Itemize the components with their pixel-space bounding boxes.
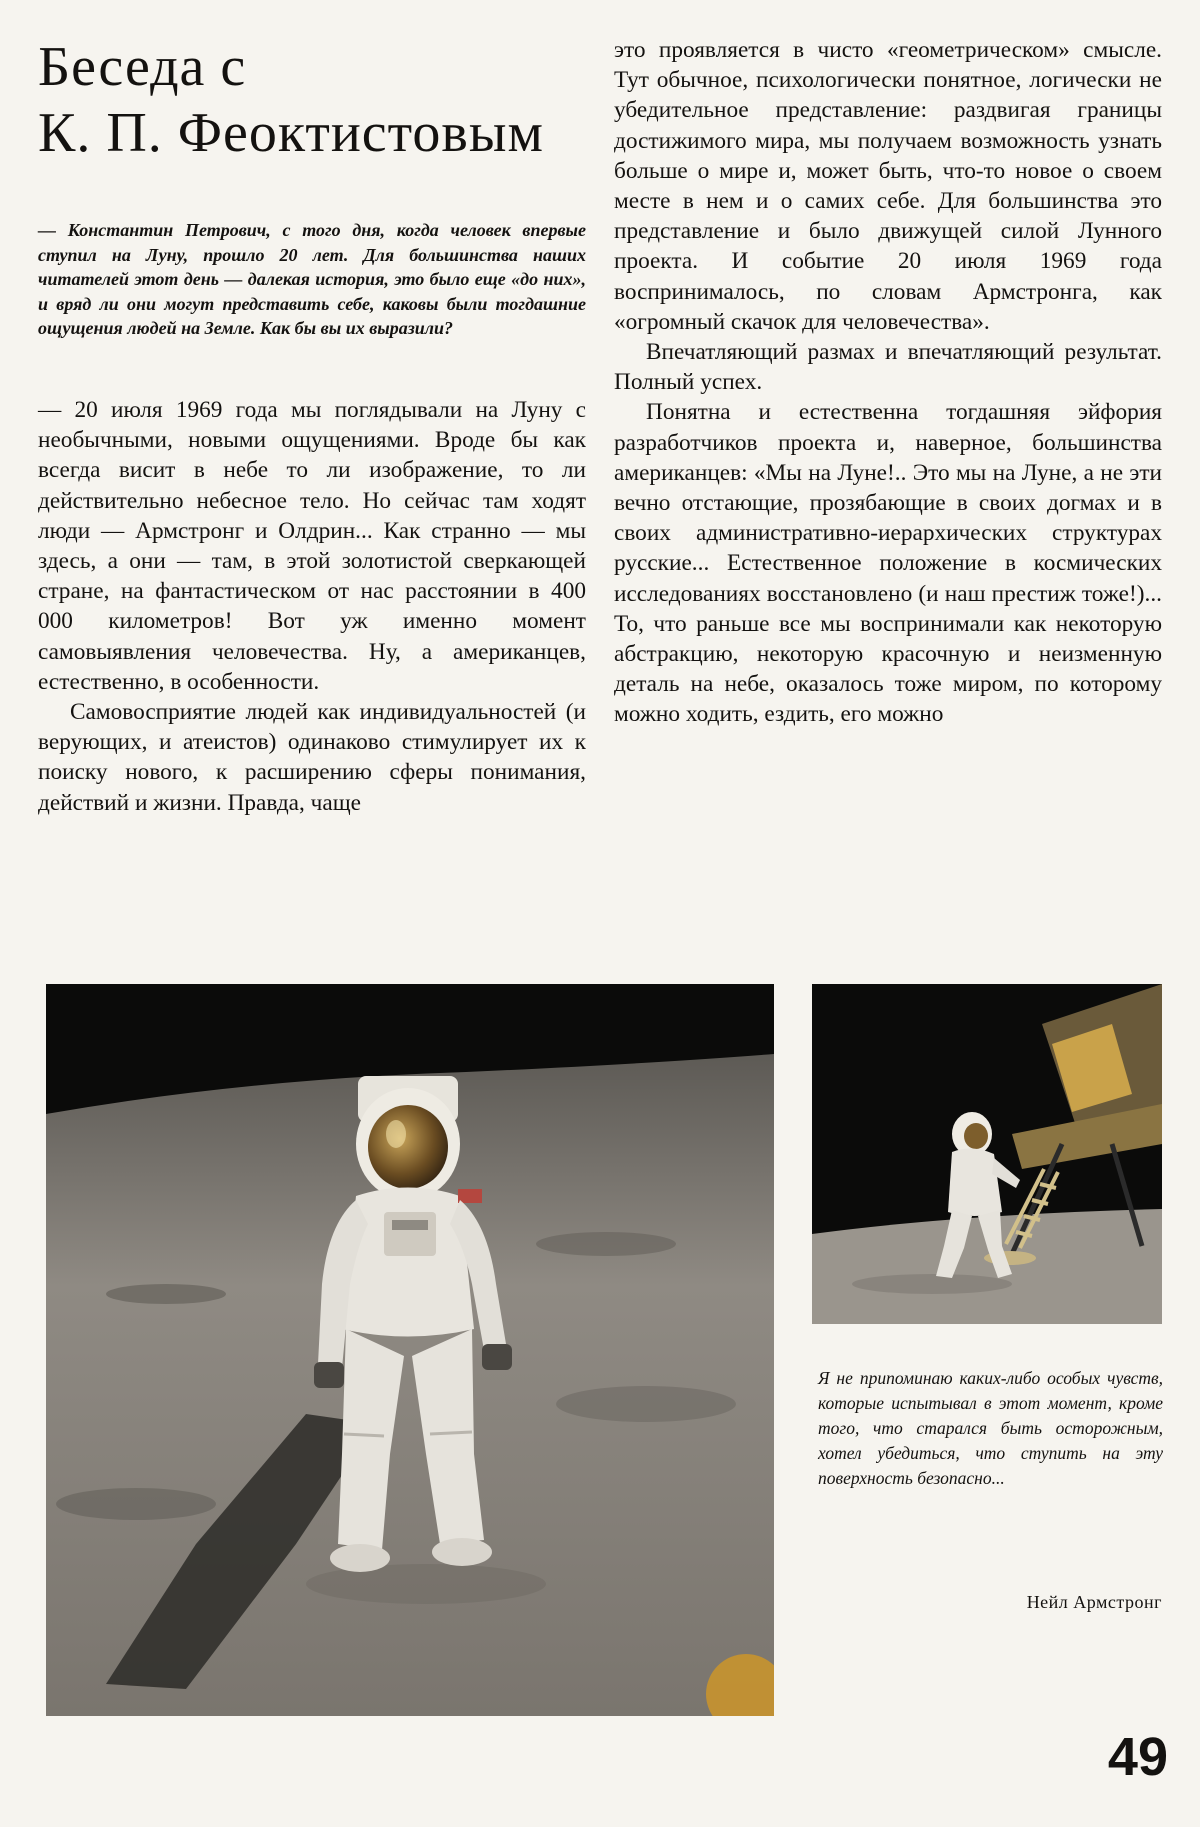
astronaut-moon-illustration bbox=[46, 984, 774, 1716]
right-text-column bbox=[614, 35, 1162, 730]
paragraph: это проявляется в чисто «геометрическом» смысле. Тут обычное, психологически понятное, логически не убедительное представление: раздвигая границы достижимого мира, мы получаем возможность узнать больше о мире и, может быть, что-то новое о своем месте в нем и о самих себе. Для большинства это представление и было движущей силой Лунного проекта. И событие 20 июля 1969 года воспринималось, по словам Армстронга, как «огромный скачок для человечества». bbox=[614, 37, 1162, 335]
title-line-2: К. П. Феоктистовым bbox=[38, 102, 544, 164]
title-line-1: Беседа с bbox=[38, 36, 247, 98]
paragraph: — 20 июля 1969 года мы поглядывали на Луну с необычными, новыми ощущениями. Вроде бы как всегда висит в небе то ли изображение, то ли действительно небесное тело. Но сейчас там ходят люди — Армстронг и Олдрин... Как странно — мы здесь, а они — там, в этой золотистой сверкающей стране, на фантастическом от нас расстоянии в 400 000 километров! Вот уж именно момент самовыявления человечества. Ну, а американцев, естественно, в особенности. bbox=[38, 397, 586, 695]
paragraph: Самовосприятие людей как индивидуальностей (и верующих, и атеистов) одинаково стимулирует их к поиску нового, к расширению сферы понимания, действий и жизни. Правда, чаще bbox=[38, 699, 586, 816]
lunar-module-photo bbox=[812, 984, 1162, 1324]
page-number: 49 bbox=[1107, 1727, 1168, 1787]
left-text-column bbox=[38, 395, 586, 818]
paragraph: Впечатляющий размах и впечатляющий результат. Полный успех. bbox=[614, 339, 1162, 396]
paragraph: Понятна и естественна тогдашняя эйфория разработчиков проекта и, наверное, большинства американцев: «Мы на Луне!.. Это мы на Луне, а не эти вечно отстающие, прозябающие в своих догмах и в своих административно-иерархических структурах русские... Естественное положение в космических исследованиях восстановлено (и наш престиж тоже!)... То, что раньше все мы воспринимали как некоторую абстракцию, некоторую красочную и неизменную деталь на небе, оказалось тоже миром, по которому можно ходить, ездить, его можно bbox=[614, 399, 1162, 728]
lunar-module-illustration bbox=[812, 984, 1162, 1324]
interview-question: — Константин Петрович, с того дня, когда человек впервые ступил на Луну, прошло 20 лет. Для большинства наших читателей этот день — далекая история, это было еще «до них», и вряд ли они могут представить себе, каковы были тогдашние ощущения людей на Земле. Как бы вы их выразили? bbox=[38, 220, 586, 339]
photo-caption-quote: Я не припоминаю каких-либо особых чувств, которые испытывал в этот момент, кроме того, что старался быть осторожным, хотел убедиться, что ступить на эту поверхность безопасно... bbox=[818, 1368, 1163, 1488]
caption-author: Нейл Армстронг bbox=[1026, 1592, 1162, 1612]
article-title bbox=[38, 34, 618, 166]
astronaut-moon-photo bbox=[46, 984, 774, 1716]
